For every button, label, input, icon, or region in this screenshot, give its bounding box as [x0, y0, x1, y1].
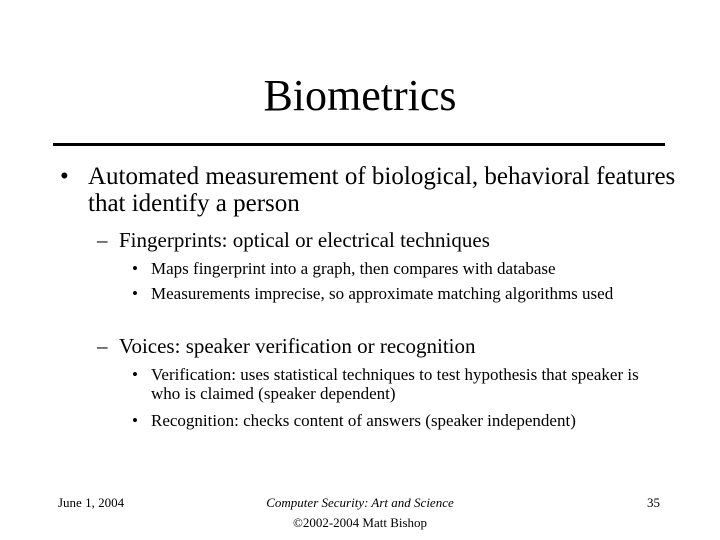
- footer-credits: [220, 493, 500, 533]
- page-number: 35: [647, 495, 660, 510]
- sub-bullet-text: Voices: speaker verification or recognition: [119, 334, 476, 358]
- sub-sub-bullet-text: Recognition: checks content of answers (speaker independent): [151, 411, 576, 430]
- sub-sub-bullet-text: Measurements imprecise, so approximate matching algorithms used: [151, 284, 614, 303]
- slide-title: Biometrics: [263, 71, 457, 120]
- footer-copyright: ©2002-2004 Matt Bishop: [292, 515, 428, 530]
- bullet-icon: •: [132, 411, 138, 430]
- sub-sub-bullet-text: Verification: uses statistical techniques to test hypothesis that speaker is who is claimed (speaker dependent): [151, 365, 639, 403]
- footer-course: Computer Security: Art and Science: [266, 495, 454, 510]
- bullet-icon: •: [132, 284, 138, 303]
- bullet-icon: •: [132, 259, 138, 278]
- dash-icon: –: [97, 228, 108, 252]
- footer-date: June 1, 2004: [58, 495, 125, 510]
- bullet-text: Automated measurement of biological, behavioral features that identify a person: [88, 163, 676, 217]
- dash-icon: –: [97, 334, 108, 358]
- bullet-icon: •: [132, 365, 138, 384]
- bullet-icon: •: [60, 163, 69, 190]
- sub-sub-bullet-text: Maps fingerprint into a graph, then compares with database: [151, 259, 556, 278]
- sub-bullet-text: Fingerprints: optical or electrical techniques: [119, 228, 490, 252]
